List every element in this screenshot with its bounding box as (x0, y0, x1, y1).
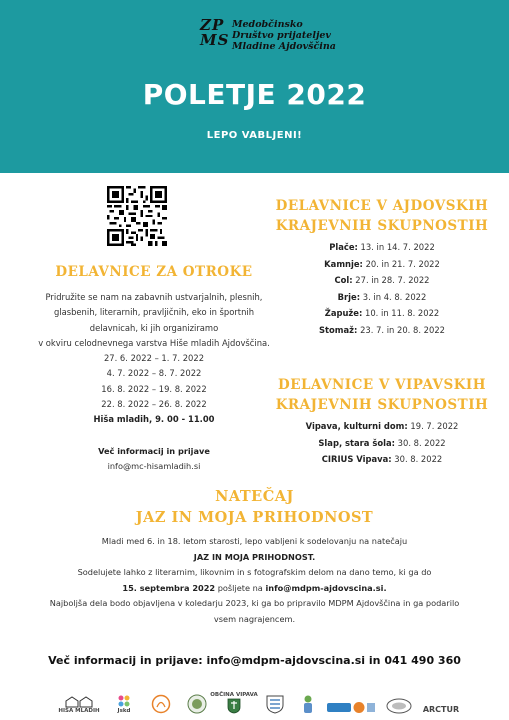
sponsor-logo-7 (298, 688, 318, 714)
sponsor-logo-6 (263, 688, 287, 714)
list-item: Kamnje: 20. in 21. 7. 2022 (324, 258, 440, 269)
figure-icon (300, 694, 316, 714)
list-item: Žapuže: 10. in 11. 8. 2022 (324, 308, 440, 318)
list-item: Col: 27. in 28. 7. 2022 (334, 275, 430, 285)
zpms-logo (200, 18, 350, 54)
logo-text: Medobčinsko Društvo prijateljev Mladine Ajdovščina (232, 19, 336, 52)
header-banner (0, 0, 509, 173)
sponsor-logo-3 (150, 688, 172, 714)
page-subtitle: LEPO VABLJENI! (206, 130, 303, 141)
kids-workshops-heading: DELAVNICE ZA OTROKE (55, 264, 253, 280)
date-range: 22. 8. 2022 – 26. 8. 2022 (101, 399, 207, 410)
shield-icon (265, 694, 285, 714)
coat-of-arms-icon (227, 698, 241, 714)
vipava-workshops-heading: DELAVNICE V VIPAVSKIH KRAJEVNIH SKUPNOSTIH (275, 377, 489, 413)
page-title: POLETJE 2022 (142, 78, 367, 111)
kids-workshops-body: Pridružite se nam na zabavnih ustvarjalnih, plesnih, glasbenih, literarnih, pravljičnih, eko in športnih delavnicah, ki jih organiziramo v okviru celodnevnega varstva Hiše mladih Ajdovščina. 27. 6. 2022 – 1. 7. 2022 4. 7. 2022 – 8. 7. 2022 16. 8. 2022 – 19. 8. 2022 22. 8. 2022 – 26. 8. 2022 Hiša mladih, 9. 00 - 11.00 (10, 290, 298, 428)
obcina-vipava-logo: OBČINA VIPAVA (216, 688, 252, 714)
list-item: Stomaž: 23. 7. in 20. 8. 2022 (319, 324, 445, 335)
list-item: Vipava, kulturni dom: 19. 7. 2022 (305, 421, 459, 431)
contest-body: Mladi med 6. in 18. letom starosti, lepo vabljeni k sodelovanju na natečaju JAZ IN MOJA PRIHODNOST. Sodelujete lahko z literarnim, likovnim in s fotografskim delom na dano temo, ki ga do 15. septembra 2022 pošljete na info@mdpm-ajdovscina.si. Najboljša dela bodo objavljena v koledarju 2023, ki ga bo pripravilo MDPM Ajdovščina in ga podarilo vsem nagrajencem. (49, 536, 460, 624)
list-item: Brje: 3. in 4. 8. 2022 (337, 291, 427, 302)
sponsor-logo-9 (384, 688, 414, 714)
logo-mark: ZP MS (200, 16, 230, 49)
hisa-mladih-logo: HIŠA MLADIH (58, 688, 100, 714)
seal-icon (187, 694, 207, 714)
info-label: Več informacij in prijave (98, 446, 210, 456)
kids-info (10, 444, 298, 474)
ajdovscina-workshops-heading: DELAVNICE V AJDOVSKIH KRAJEVNIH SKUPNOSTIH (275, 198, 489, 234)
dots-icon (117, 694, 131, 708)
arctur-logo: ARCTUR (422, 705, 460, 714)
ajdovscina-workshops-list (262, 239, 502, 338)
sponsor-logo-8 (326, 688, 376, 714)
contest-heading: NATEČAJ JAZ IN MOJA PRIHODNOST (135, 488, 374, 526)
info-email-link[interactable]: info@mc-hisamladih.si (107, 461, 201, 471)
date-range: 4. 7. 2022 – 8. 7. 2022 (106, 368, 202, 379)
list-item: Plače: 13. in 14. 7. 2022 (329, 242, 435, 252)
contact-line: Več informacij in prijave: info@mdpm-ajdovscina.si in 041 490 360 (48, 654, 461, 667)
qr-code-icon[interactable] (107, 186, 167, 246)
oval-logo-icon (386, 698, 412, 714)
date-range: 16. 8. 2022 – 19. 8. 2022 (101, 383, 207, 394)
location-time: Hiša mladih, 9. 00 - 11.00 (93, 414, 215, 425)
sponsor-logo-4 (186, 688, 208, 714)
date-range: 27. 6. 2022 – 1. 7. 2022 (103, 353, 205, 364)
jskd-logo: Jskd (112, 688, 136, 714)
contest-email-link[interactable]: info@mdpm-ajdovscina.si. (265, 582, 387, 593)
house-icon (64, 696, 94, 708)
list-item: CIRIUS Vipava: 30. 8. 2022 (321, 454, 443, 464)
vipava-workshops-list (262, 418, 502, 468)
circle-emblem-icon (151, 694, 171, 714)
sponsor-logos (58, 688, 458, 714)
list-item: Slap, stara šola: 30. 8. 2022 (318, 437, 446, 448)
banner-logo-icon (327, 700, 375, 714)
